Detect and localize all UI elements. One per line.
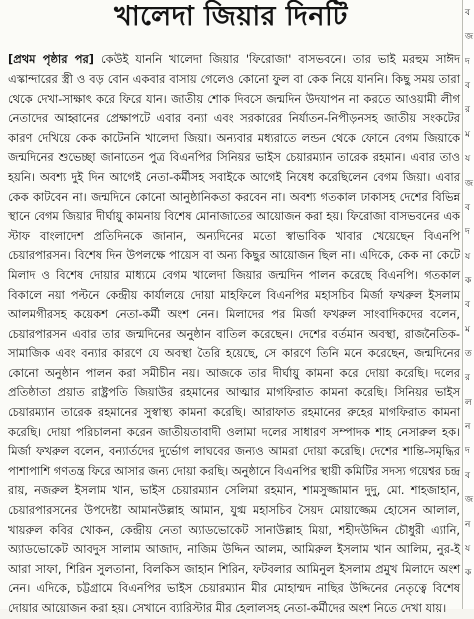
adjacent-column-fragment: ন: [465, 520, 471, 530]
adjacent-column-fragment: য: [465, 544, 471, 554]
adjacent-column-fragment: জ: [465, 32, 474, 42]
adjacent-column-fragment: ব: [465, 471, 471, 481]
adjacent-column-fragment: ব: [465, 8, 471, 18]
adjacent-column-fragment: য: [465, 154, 471, 164]
adjacent-column-fragment: ন: [465, 422, 471, 432]
adjacent-column-fragment: দ: [465, 57, 470, 67]
continued-from-page-one-tag: [প্রথম পৃষ্ঠার পর]: [8, 52, 94, 67]
adjacent-column-fragment: জ: [465, 495, 474, 505]
adjacent-column-fragment: ব: [465, 203, 471, 213]
article-body-text: কেউই যাননি খালেদা জিয়ার 'ফিরোজা' বাসভবনে। তার ভাই মরহুম সাঈদ এস্কান্দারের স্ত্রী ও বড় বোন একবার বাসায় গেলেও কোনো ফুল বা কেক নিয়ে যাননি। কিছু সময় তারা থেকে দেখা-সাক্ষাৎ করে ফিরে যান। জাতীয় শোক দিবসে জন্মদিন উদযাপন না করতে আওয়ামী লীগ নেতাদের আহ্বানের প্রেক্ষাপটে এবার বন্যা এবং সরকারের নির্যাতন-নিপীড়নসহ জাতীয় সংকটের কারণ দেখিয়ে কেক কাটেননি খালেদা জিয়া। অন্যবার মধ্যরাতে লন্ডন থেকে ফোনে বেগম জিয়াকে জন্মদিনের শুভেচ্ছা জানাতেন পুত্র বিএনপির সিনিয়র ভাইস চেয়ারম্যান তারেক রহমান। এবার তাও হয়নি। অবশ্য দুই দিন আগেই নেতা-কর্মীসহ সবাইকে আগেই নিষেধ করেছিলেন বেগম জিয়া। এবার কেক কাটবেন না। জন্মদিনে কোনো আনুষ্ঠানিকতা করবেন না। অবশ্য গতকাল ঢাকাসহ দেশের বিভিন্ন স্থানে বেগম জিয়ার দীর্ঘায়ু কামনায় বিশেষ মোনাজাতের আয়োজন করা হয়। ফিরোজা বাসভবনের এক স্টাফ বাংলাদেশ প্রতিদিনকে জানান, অন্যদিনের মতো স্বাভাবিক খাবার খেয়েছেন বিএনপি চেয়ারপারসন। বিশেষ দিন উপলক্ষে পায়েস বা অন্য কিছুর আয়োজন ছিল না। এদিকে, কেক না কেটে মিলাদ ও বিশেষ দোয়ার মাধ্যমে বেগম খালেদা জিয়ার জন্মদিন পালন করেছে বিএনপি। গতকাল বিকালে নয়া পল্টনে কেন্দ্রীয় কার্যালয়ে দোয়া মাহফিলে বিএনপির মহাসচিব মির্জা ফখরুল ইসলাম আলমগীরসহ কয়েকশ নেতা-কর্মী অংশ নেন। মিলাদের পর মির্জা ফখরুল সাংবাদিকদের বলেন, চেয়ারপারসন এবার তার জন্মদিনের অনুষ্ঠান বাতিল করেছেন। দেশের বর্তমান অবস্থা, রাজনৈতিক-সামাজিক এবং বন্যার কারণে যে অবস্থা তৈরি হয়েছে, সে কারণে তিনি মনে করেছেন, জন্মদিনের কোনো অনুষ্ঠান পালন করা সমীচীন নয়। আজকে তার দীর্ঘায়ু কামনা করে দোয়া করেছি। দলের প্রতিষ্ঠাতা প্রয়াত রাষ্ট্রপতি জিয়াউর রহমানের আত্মার মাগফিরাত কামনা করেছি। সিনিয়র ভাইস চেয়ারম্যান তারেক রহমানের সুস্বাস্থ্য কামনা করেছি। আরাফাত রহমানের রুহের মাগফিরাত কামনা করেছি। দোয়া পরিচালনা করেন জাতীয়তাবাদী ওলামা দলের সাধারণ সম্পাদক শাহ নেসারুল হক। মির্জা ফখরুল বলেন, বন্যার্তদের দুর্ভোগ লাঘবের জন্যও আমরা দোয়া করেছি। দেশের শান্তি-সমৃদ্ধির পাশাপাশি গণতন্ত্র ফিরে আসার জন্য দোয়া করছি। অনুষ্ঠানে বিএনপির স্থায়ী কমিটির সদস্য গয়েশ্বর চন্দ্র রায়, নজরুল ইসলাম খান, ভাইস চেয়ারম্যান সেলিমা রহমান, শামসুজ্জামান দুদু, মো. শাহজাহান, চেয়ারপারসনের উপদেষ্টা আমানউল্লাহ আমান, যুগ্ম মহাসচিব সৈয়দ মোয়াজ্জেম হোসেন আলাল, খায়রুল কবির খোকন, কেন্দ্রীয় নেতা অ্যাডভোকেট সানাউল্লাহ মিয়া, শহীদউদ্দিন চৌধুরী এ্যানি, অ্যাডভোকেট আবদুস সালাম আজাদ, নাজিম উদ্দিন আলম, আমিরুল ইসলাম খান আলিম, নুর-ই আরা সাফা, শিরিন সুলতানা, বিলকিস জাহান শিরিন, ফটবলার আমিনুল ইসলাম প্রমুখ মিলাদে অংশ নেন। এদিকে, চট্টগ্রামে বিএনপির ভাইস চেয়ারম্যান মীর মোহাম্মদ নাছির উদ্দিনের নেতৃত্বে বিশেষ দোয়ার আয়োজন করা হয়। সেখানে ব্যারিস্টার মীর হেলালসহ নেতা-কর্মীদের অংশ নিতে দেখা যায়।: [8, 52, 460, 616]
adjacent-column-fragment: ল: [465, 398, 472, 408]
article-headline: খালেদা জিয়ার দিনটি: [114, 1, 348, 32]
adjacent-column-fragment: য: [465, 252, 471, 262]
adjacent-column-fragment: ব: [465, 81, 471, 91]
adjacent-column-fragment: দ: [465, 446, 470, 456]
adjacent-column-fragment: র: [465, 105, 470, 115]
adjacent-column-fragment: ম: [465, 325, 470, 335]
adjacent-column-fragment: ম: [465, 130, 470, 140]
adjacent-column-fragment: জ: [465, 179, 474, 189]
article-body: [8, 50, 460, 618]
adjacent-column-fragment: ত: [465, 349, 472, 359]
adjacent-column-fragment: ক: [465, 276, 472, 286]
adjacent-column-fragment: র: [465, 373, 470, 383]
adjacent-column-fragment: দ: [465, 227, 470, 237]
adjacent-column-fragment: ব: [465, 300, 471, 310]
adjacent-column-fragment: ক: [465, 568, 472, 578]
adjacent-column-edge: [462, 0, 474, 609]
